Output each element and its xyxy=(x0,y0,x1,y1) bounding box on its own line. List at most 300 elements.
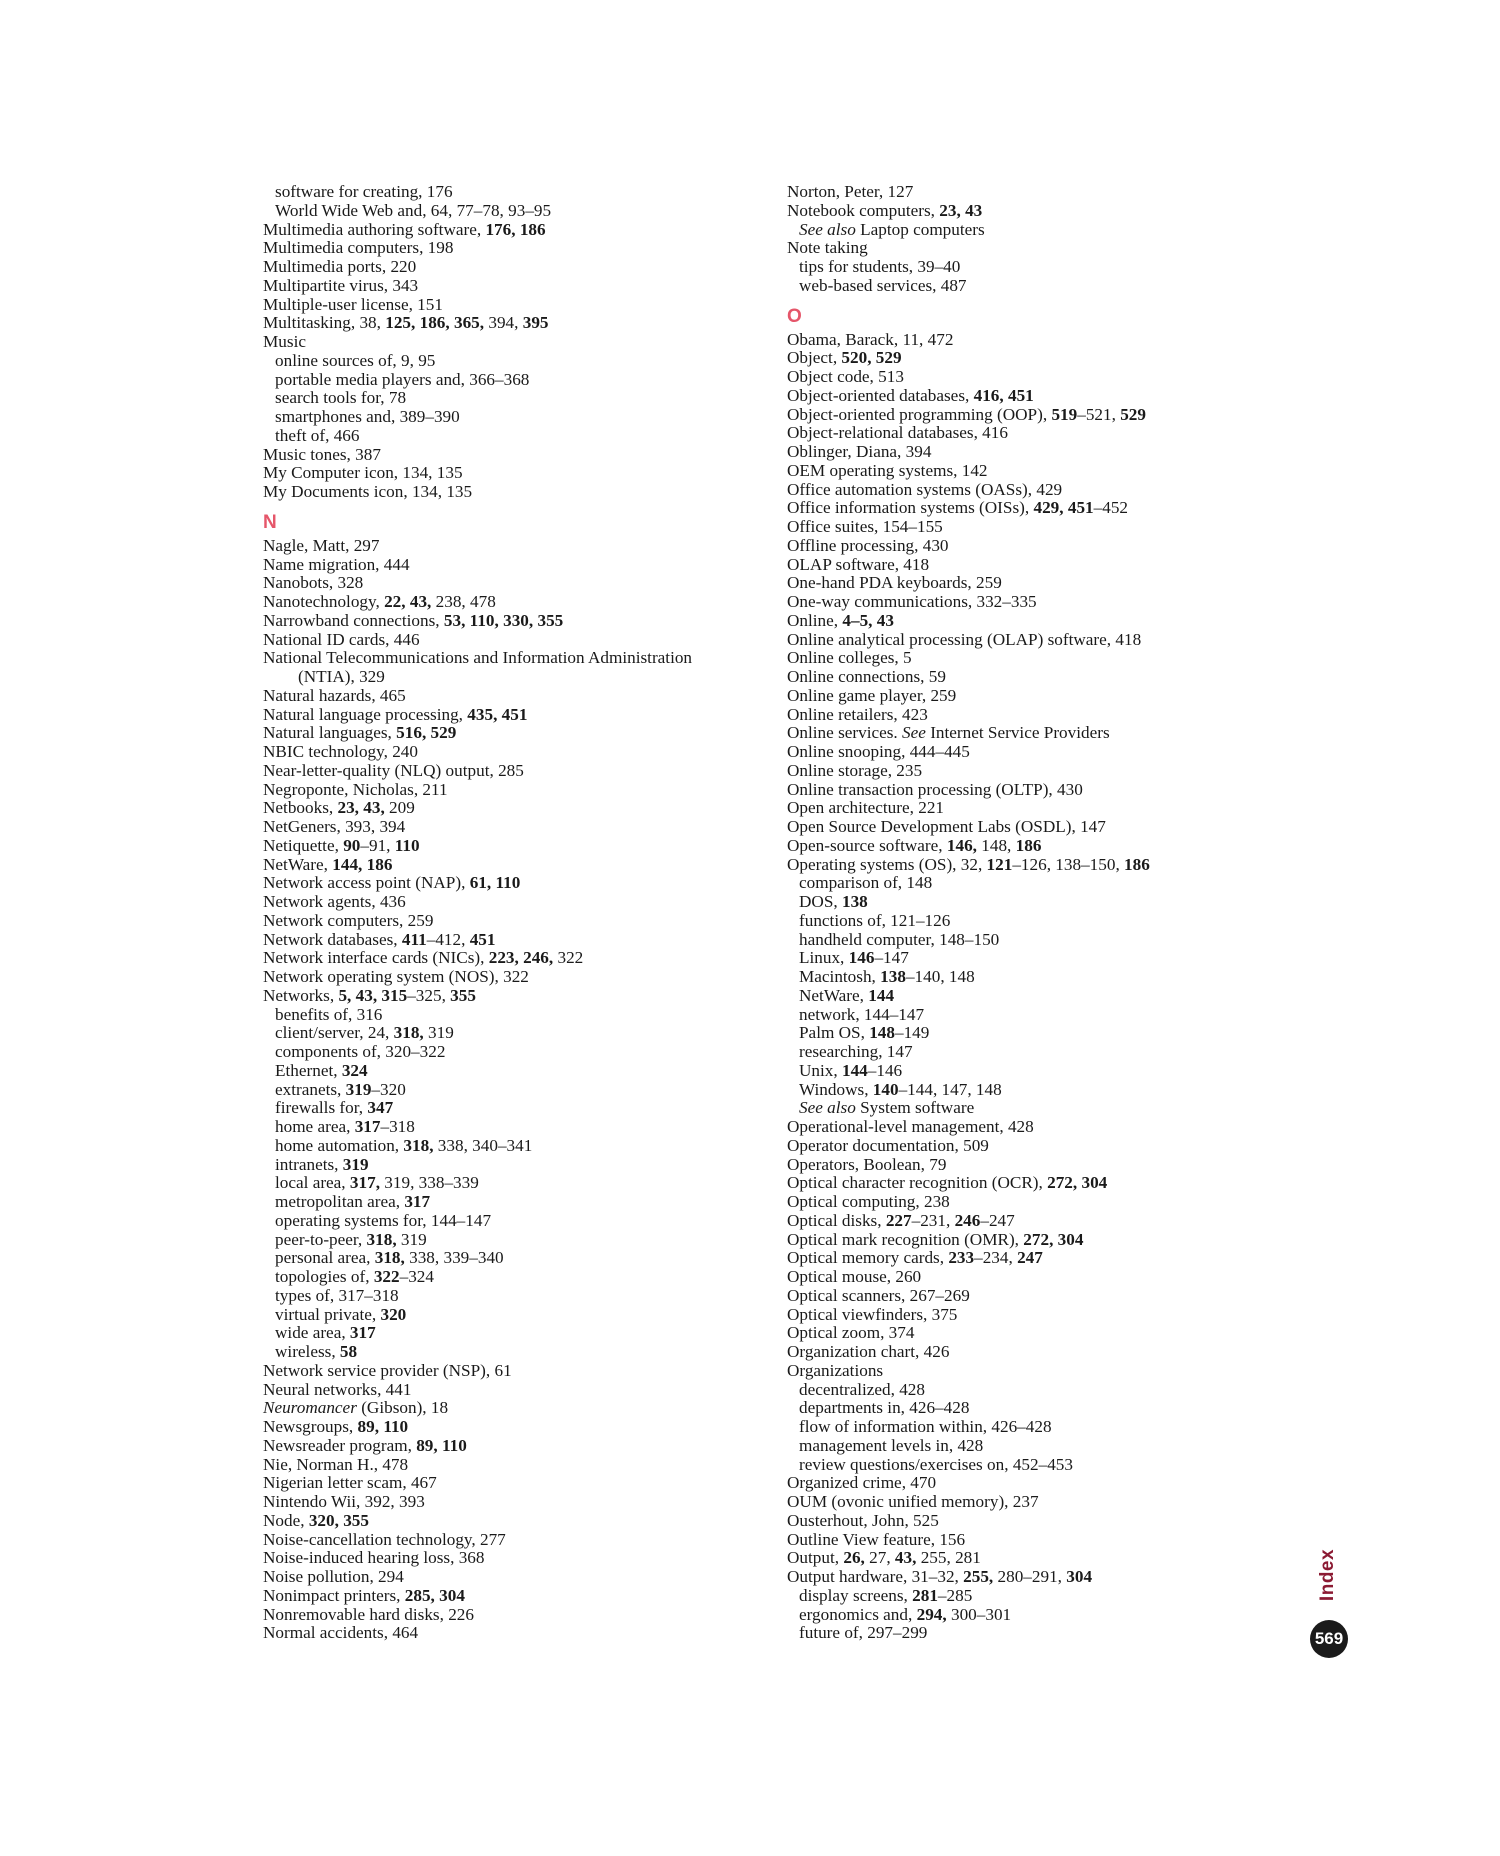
index-subentry xyxy=(787,931,1287,950)
index-entry xyxy=(787,406,1287,425)
index-entry xyxy=(263,333,763,352)
page-ref-bold: 429, 451 xyxy=(1033,498,1094,518)
index-subentry xyxy=(787,1399,1287,1418)
index-subentry xyxy=(787,1456,1287,1475)
page-ref-bold: 451 xyxy=(469,929,496,949)
entry-text: Narrowband connections, xyxy=(263,610,444,630)
page-ref-bold: 4–5, 43 xyxy=(842,610,894,630)
index-subentry xyxy=(263,389,763,408)
index-entry xyxy=(787,612,1287,631)
page-ref-bold: 138 xyxy=(841,892,868,911)
entry-text: 394, xyxy=(484,313,523,333)
entry-text: web-based services, 487 xyxy=(799,275,967,295)
index-subentry xyxy=(263,1099,763,1118)
entry-text: Network computers, 259 xyxy=(263,910,434,930)
entry-text: Office suites, 154–155 xyxy=(787,517,943,536)
index-entry xyxy=(787,649,1287,668)
page-ref-bold: 110 xyxy=(394,835,420,855)
page-ref-bold: 146 xyxy=(848,948,875,968)
index-entry xyxy=(787,1118,1287,1137)
entry-text: Nigerian letter scam, 467 xyxy=(263,1473,437,1493)
index-entry xyxy=(263,912,763,931)
index-entry xyxy=(787,743,1287,762)
index-entry xyxy=(787,631,1287,650)
index-entry xyxy=(263,1493,763,1512)
entry-text: benefits of, 316 xyxy=(275,1004,383,1024)
entry-text: Object-oriented databases, xyxy=(787,385,974,405)
index-entry xyxy=(263,1587,763,1606)
entry-text: Optical disks, xyxy=(787,1210,886,1230)
page-ref-bold: 317 xyxy=(404,1192,431,1211)
entry-text: Output, xyxy=(787,1548,844,1568)
index-entry xyxy=(787,1231,1287,1250)
index-entry xyxy=(263,239,763,258)
entry-text: Newsreader program, xyxy=(263,1435,417,1455)
page-ref-bold: 317 xyxy=(349,1323,376,1343)
page-ref-bold: 435, 451 xyxy=(467,704,528,724)
page-ref-bold: 89, 110 xyxy=(416,1435,467,1455)
entry-text: Optical mark recognition (OMR), xyxy=(787,1229,1024,1249)
entry-text: 338, 339–340 xyxy=(404,1248,504,1268)
page-ref-bold: 319 xyxy=(345,1079,372,1099)
entry-text: Optical viewfinders, 375 xyxy=(787,1304,958,1324)
page-ref-bold: 186 xyxy=(1015,835,1042,855)
entry-text: Laptop computers xyxy=(855,219,985,239)
page-ref-bold: 318, xyxy=(393,1023,424,1043)
index-entry xyxy=(263,949,763,968)
entry-text: Operator documentation, 509 xyxy=(787,1135,989,1155)
index-subentry xyxy=(263,352,763,371)
page-ref-bold: 320, 355 xyxy=(308,1510,369,1530)
entry-text: –412, xyxy=(426,929,470,949)
page-ref-bold: 355 xyxy=(450,985,476,1005)
entry-text: National ID cards, 446 xyxy=(263,629,420,649)
index-subentry xyxy=(263,1156,763,1175)
entry-text: Open architecture, 221 xyxy=(787,798,945,818)
index-entry xyxy=(787,1549,1287,1568)
page-ref-bold: 516, 529 xyxy=(396,723,457,743)
entry-text: –231, xyxy=(911,1210,955,1230)
index-entry xyxy=(787,518,1287,537)
index-entry xyxy=(263,1381,763,1400)
page-ref-bold: 281 xyxy=(912,1585,938,1605)
entry-text: departments in, 426–428 xyxy=(799,1398,970,1418)
entry-text: Online snooping, 444–445 xyxy=(787,742,970,761)
entry-text: review questions/exercises on, 452–453 xyxy=(799,1454,1073,1474)
index-subentry xyxy=(263,408,763,427)
entry-text: –324 xyxy=(399,1267,434,1286)
entry-text: OEM operating systems, 142 xyxy=(787,460,988,480)
index-entry xyxy=(263,874,763,893)
entry-text: System software xyxy=(855,1098,975,1118)
index-entry xyxy=(787,1568,1287,1587)
page-ref-bold: 176, 186 xyxy=(485,219,546,239)
entry-text: Object code, 513 xyxy=(787,367,904,386)
index-subentry xyxy=(263,1081,763,1100)
entry-text: tips for students, 39–40 xyxy=(799,257,961,276)
page-ref-bold: 304 xyxy=(1066,1567,1093,1586)
entry-text: OUM (ovonic unified memory), 237 xyxy=(787,1492,1039,1511)
entry-text: One-hand PDA keyboards, 259 xyxy=(787,573,1002,593)
entry-text: –521, xyxy=(1077,404,1121,424)
entry-text: Multimedia computers, 198 xyxy=(263,238,454,258)
entry-text: My Documents icon, 134, 135 xyxy=(263,482,473,501)
index-entry xyxy=(263,277,763,296)
entry-text: Open Source Development Labs (OSDL), 147 xyxy=(787,817,1106,836)
entry-text: Optical scanners, 267–269 xyxy=(787,1285,970,1305)
page-ref-bold: 324 xyxy=(341,1060,368,1080)
page-ref-bold: 319 xyxy=(342,1154,369,1174)
entry-text: network, 144–147 xyxy=(799,1004,925,1024)
entry-text: Online game player, 259 xyxy=(787,685,957,705)
entry-text: Network service provider (NSP), 61 xyxy=(263,1360,512,1380)
page-ref-bold: 148 xyxy=(869,1023,895,1043)
index-entry xyxy=(263,931,763,950)
index-subentry xyxy=(787,1418,1287,1437)
entry-text: Nonremovable hard disks, 226 xyxy=(263,1604,474,1624)
entry-text: Network operating system (NOS), 322 xyxy=(263,967,529,986)
entry-text: NBIC technology, 240 xyxy=(263,742,418,761)
page-ref-bold: 140 xyxy=(872,1079,899,1099)
entry-text: online sources of, 9, 95 xyxy=(275,350,436,370)
index-entry xyxy=(263,1606,763,1625)
entry-text: Operational-level management, 428 xyxy=(787,1117,1034,1136)
index-entry xyxy=(263,1531,763,1550)
index-entry xyxy=(787,1212,1287,1231)
index-entry xyxy=(263,687,763,706)
index-entry xyxy=(263,1362,763,1381)
entry-text: NetWare, xyxy=(263,854,333,874)
page-ref-bold: 285, 304 xyxy=(404,1585,465,1605)
page-ref-bold: 416, 451 xyxy=(973,385,1034,405)
entry-text: Organized crime, 470 xyxy=(787,1473,937,1493)
index-subentry xyxy=(263,1343,763,1362)
entry-text: Internet Service Providers xyxy=(925,723,1110,743)
page-ref-bold: 90 xyxy=(343,835,361,855)
entry-text: –149 xyxy=(894,1023,930,1043)
page-ref-bold: 529 xyxy=(1120,404,1146,424)
page-ref-bold: 411 xyxy=(401,929,427,949)
index-entry xyxy=(787,1156,1287,1175)
index-entry xyxy=(787,202,1287,221)
entry-text: management levels in, 428 xyxy=(799,1435,984,1455)
entry-text: National Telecommunications and Information Administration xyxy=(263,648,693,668)
entry-text: 27, xyxy=(864,1548,895,1568)
entry-text: Nanobots, 328 xyxy=(263,573,364,593)
entry-text: –320 xyxy=(371,1079,406,1099)
index-entry xyxy=(787,1249,1287,1268)
index-entry xyxy=(787,762,1287,781)
entry-text: Open-source software, xyxy=(787,835,947,855)
entry-text: personal area, xyxy=(275,1248,375,1268)
page-ref-bold: 255, xyxy=(963,1567,994,1586)
index-entry xyxy=(263,258,763,277)
entry-text: peer-to-peer, xyxy=(275,1229,367,1249)
page-ref-bold: 347 xyxy=(367,1098,394,1118)
entry-text: virtual private, xyxy=(275,1304,381,1324)
index-entry xyxy=(787,1324,1287,1343)
index-subentry xyxy=(787,968,1287,987)
index-subentry xyxy=(787,221,1287,240)
entry-text: functions of, 121–126 xyxy=(799,910,951,930)
index-subentry xyxy=(787,1587,1287,1606)
index-entry xyxy=(787,481,1287,500)
page-ref-bold: 5, 43, 315 xyxy=(338,985,408,1005)
index-subentry xyxy=(787,987,1287,1006)
index-entry xyxy=(787,183,1287,202)
entry-text: Optical character recognition (OCR), xyxy=(787,1173,1048,1193)
index-entry xyxy=(263,1399,763,1418)
entry-text: Organization chart, 426 xyxy=(787,1342,950,1361)
index-entry xyxy=(787,1287,1287,1306)
entry-text: home automation, xyxy=(275,1135,404,1155)
index-entry xyxy=(263,483,763,502)
index-entry xyxy=(263,1624,763,1643)
index-subentry xyxy=(787,1006,1287,1025)
entry-text: My Computer icon, 134, 135 xyxy=(263,463,463,483)
page-ref-bold: 61, 110 xyxy=(469,873,521,893)
index-entry xyxy=(263,724,763,743)
entry-text: –126, 138–150, xyxy=(1012,854,1125,874)
page-ref-bold: 317, xyxy=(349,1173,380,1193)
index-entry xyxy=(263,1512,763,1531)
index-subentry xyxy=(263,1062,763,1081)
entry-text: –318 xyxy=(380,1117,415,1136)
index-entry xyxy=(263,762,763,781)
entry-text: Optical zoom, 374 xyxy=(787,1323,915,1343)
entry-text: firewalls for, xyxy=(275,1098,368,1118)
index-subentry xyxy=(263,1118,763,1137)
entry-text: (NTIA), 329 xyxy=(298,667,385,686)
entry-text: 255, 281 xyxy=(916,1548,981,1568)
entry-text: Noise-induced hearing loss, 368 xyxy=(263,1548,485,1568)
index-entry xyxy=(787,818,1287,837)
entry-text: Netbooks, xyxy=(263,798,338,818)
page-ref-bold: 227 xyxy=(885,1210,912,1230)
index-entry xyxy=(263,649,763,668)
index-entry xyxy=(263,537,763,556)
index-subentry xyxy=(787,949,1287,968)
entry-text: Ethernet, xyxy=(275,1060,342,1080)
entry-text: Unix, xyxy=(799,1060,842,1080)
entry-text: Norton, Peter, 127 xyxy=(787,182,914,201)
entry-text: metropolitan area, xyxy=(275,1192,405,1211)
page-ref-bold: 272, 304 xyxy=(1023,1229,1084,1249)
page-ref-bold: 247 xyxy=(1017,1248,1043,1268)
entry-text: –140, 148 xyxy=(905,967,975,986)
entry-text: Outline View feature, 156 xyxy=(787,1529,966,1549)
index-subentry xyxy=(787,912,1287,931)
entry-text: Online colleges, 5 xyxy=(787,648,912,668)
entry-text: DOS, xyxy=(799,892,842,911)
page-ref-bold: 144 xyxy=(868,985,895,1005)
entry-text: Netiquette, xyxy=(263,835,344,855)
entry-text: Online, xyxy=(787,610,843,630)
index-subentry xyxy=(787,893,1287,912)
index-entry xyxy=(787,331,1287,350)
page-ref-bold: 22, 43, xyxy=(384,592,432,611)
entry-text: Online transaction processing (OLTP), 430 xyxy=(787,779,1083,799)
entry-text: wireless, xyxy=(275,1342,340,1361)
index-subentry xyxy=(263,1024,763,1043)
entry-text: Nie, Norman H., 478 xyxy=(263,1454,409,1474)
entry-text: One-way communications, 332–335 xyxy=(787,592,1037,611)
entry-text: Normal accidents, 464 xyxy=(263,1623,419,1643)
index-column-right xyxy=(787,183,1287,1643)
index-entry xyxy=(787,856,1287,875)
entry-text: client/server, 24, xyxy=(275,1023,394,1043)
entry-text: Oblinger, Diana, 394 xyxy=(787,442,932,461)
entry-text: software for creating, 176 xyxy=(275,182,453,201)
index-entry xyxy=(787,424,1287,443)
index-entry xyxy=(787,1306,1287,1325)
entry-text: Output hardware, 31–32, xyxy=(787,1567,964,1586)
entry-text: Network interface cards (NICs), xyxy=(263,948,489,968)
entry-text: –285 xyxy=(937,1585,973,1605)
entry-text: Network agents, 436 xyxy=(263,892,406,911)
entry-text: 322 xyxy=(553,948,584,968)
page-ref-bold: 89, 110 xyxy=(357,1417,409,1436)
entry-text: comparison of, 148 xyxy=(799,873,933,893)
index-entry xyxy=(263,987,763,1006)
index-subentry xyxy=(263,1306,763,1325)
index-entry xyxy=(787,687,1287,706)
entry-text: decentralized, 428 xyxy=(799,1379,925,1399)
page-ref-bold: 320 xyxy=(380,1304,407,1324)
entry-text: Multimedia authoring software, xyxy=(263,219,486,239)
letter-heading: O xyxy=(787,305,802,327)
entry-text: Ousterhout, John, 525 xyxy=(787,1510,939,1530)
index-subentry xyxy=(787,1081,1287,1100)
index-entry xyxy=(263,221,763,240)
index-entry xyxy=(787,443,1287,462)
entry-text: wide area, xyxy=(275,1323,350,1343)
index-subentry xyxy=(263,202,763,221)
index-column-left xyxy=(263,183,763,1643)
index-subentry xyxy=(263,1268,763,1287)
entry-text: types of, 317–318 xyxy=(275,1285,399,1305)
index-entry xyxy=(787,799,1287,818)
index-entry xyxy=(787,593,1287,612)
index-entry xyxy=(787,1268,1287,1287)
page-ref-bold: 395 xyxy=(522,313,549,333)
entry-text: NetGeners, 393, 394 xyxy=(263,817,406,836)
entry-text: Operators, Boolean, 79 xyxy=(787,1154,947,1174)
entry-text: (Gibson), 18 xyxy=(356,1398,449,1418)
index-entry xyxy=(263,837,763,856)
page-ref-bold: 520, 529 xyxy=(841,348,902,368)
entry-text: 319 xyxy=(423,1023,454,1043)
entry-text: Noise pollution, 294 xyxy=(263,1567,404,1586)
entry-text: extranets, xyxy=(275,1079,346,1099)
entry-text: Object-oriented programming (OOP), xyxy=(787,404,1052,424)
index-subentry xyxy=(787,1099,1287,1118)
entry-text: Natural hazards, 465 xyxy=(263,685,406,705)
index-entry xyxy=(263,464,763,483)
page-ref-bold: 138 xyxy=(880,967,906,986)
index-subentry xyxy=(787,1437,1287,1456)
entry-text: –146 xyxy=(867,1060,903,1080)
page-ref-bold: 318, xyxy=(374,1248,405,1268)
entry-text: Organizations xyxy=(787,1360,884,1380)
entry-text: Nonimpact printers, xyxy=(263,1585,405,1605)
entry-text: –325, xyxy=(407,985,451,1005)
index-subentry xyxy=(263,1174,763,1193)
index-entry-continuation xyxy=(263,668,763,687)
page-ref-bold: 294, xyxy=(916,1604,947,1624)
index-subentry xyxy=(263,1249,763,1268)
entry-text: flow of information within, 426–428 xyxy=(799,1417,1052,1436)
entry-text: Object, xyxy=(787,348,842,368)
index-subentry xyxy=(263,1043,763,1062)
index-subentry xyxy=(263,1212,763,1231)
entry-text: Palm OS, xyxy=(799,1023,870,1043)
index-entry xyxy=(263,893,763,912)
index-subentry xyxy=(263,1137,763,1156)
letter-heading: N xyxy=(263,511,277,533)
index-entry xyxy=(263,781,763,800)
italic-text: See xyxy=(902,723,926,743)
entry-text: Macintosh, xyxy=(799,967,881,986)
page-ref-bold: 317 xyxy=(354,1117,381,1136)
page-ref-bold: 233 xyxy=(948,1248,975,1268)
entry-text: Notebook computers, xyxy=(787,200,940,220)
page-ref-bold: 144 xyxy=(841,1060,868,1080)
entry-text: Online connections, 59 xyxy=(787,667,946,686)
index-subentry xyxy=(263,1006,763,1025)
index-entry xyxy=(787,724,1287,743)
entry-text: Multiple-user license, 151 xyxy=(263,294,443,314)
page-ref-bold: 121 xyxy=(986,854,1013,874)
entry-text: Online services. xyxy=(787,723,903,743)
entry-text: Note taking xyxy=(787,238,868,258)
page-ref-bold: 318, xyxy=(366,1229,397,1249)
page-ref-bold: 519 xyxy=(1051,404,1078,424)
entry-text: Nanotechnology, xyxy=(263,592,385,611)
index-subentry xyxy=(787,1606,1287,1625)
index-subentry xyxy=(263,1287,763,1306)
entry-text: Network databases, xyxy=(263,929,402,949)
index-entry xyxy=(263,1456,763,1475)
entry-text: Negroponte, Nicholas, 211 xyxy=(263,779,448,799)
page-number-badge xyxy=(1310,1620,1348,1658)
entry-text: Online storage, 235 xyxy=(787,760,923,780)
index-subentry xyxy=(263,427,763,446)
index-entry xyxy=(787,349,1287,368)
index-entry xyxy=(263,612,763,631)
section-tab xyxy=(1310,1545,1346,1605)
index-entry xyxy=(787,837,1287,856)
entry-text: –247 xyxy=(980,1210,1015,1230)
page-ref-bold: 58 xyxy=(339,1342,358,1361)
entry-text: Optical computing, 238 xyxy=(787,1192,950,1211)
entry-text: smartphones and, 389–390 xyxy=(275,407,460,426)
page-ref-bold: 125, 186, 365, xyxy=(385,313,485,333)
entry-text: Network access point (NAP), xyxy=(263,873,470,893)
entry-text: intranets, xyxy=(275,1154,343,1174)
entry-text: Nintendo Wii, 392, 393 xyxy=(263,1492,425,1511)
entry-text: –147 xyxy=(874,948,909,968)
page-ref-bold: 23, 43 xyxy=(939,200,983,220)
index-subentry xyxy=(787,1062,1287,1081)
page-ref-bold: 43, xyxy=(894,1548,917,1568)
index-subentry xyxy=(787,874,1287,893)
entry-text: Online analytical processing (OLAP) software, 418 xyxy=(787,629,1142,649)
index-entry xyxy=(787,556,1287,575)
entry-text: Networks, xyxy=(263,985,339,1005)
index-subentry xyxy=(263,1324,763,1343)
index-entry xyxy=(787,668,1287,687)
